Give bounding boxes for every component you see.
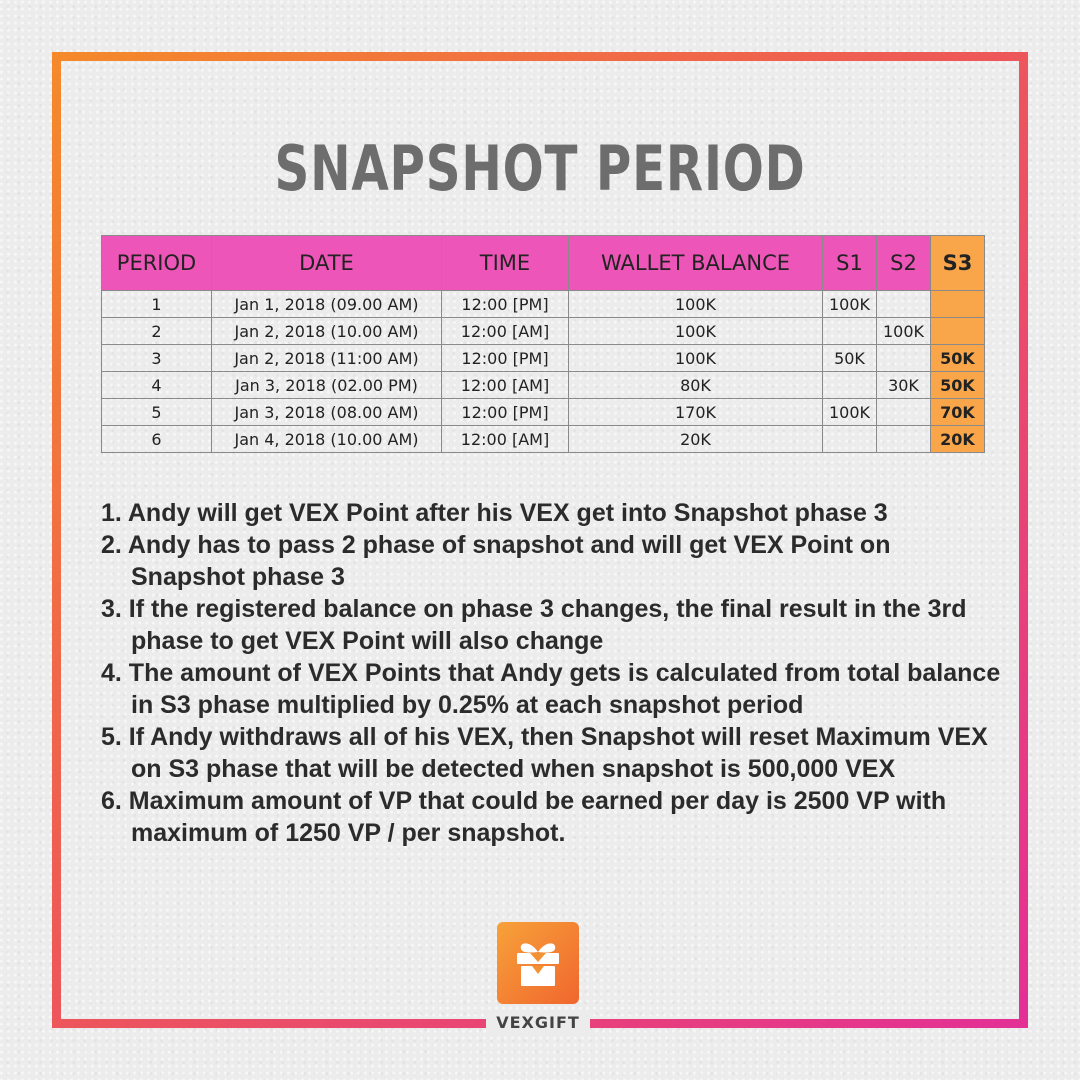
- cell-s3: 50K: [931, 345, 985, 372]
- vexgift-logo: [497, 922, 579, 1004]
- note-item: 5. If Andy withdraws all of his VEX, then Snapshot will reset Maximum VEX on S3 phase that will be detected when snapshot is 500,000 VEX: [101, 723, 988, 783]
- cell-s2: 30K: [877, 372, 931, 399]
- cell-wallet-balance: 100K: [569, 318, 823, 345]
- cell-wallet-balance: 170K: [569, 399, 823, 426]
- cell-time: 12:00 [AM]: [442, 372, 569, 399]
- header-date: DATE: [212, 236, 442, 291]
- table-row: [102, 426, 985, 453]
- table-row: [102, 399, 985, 426]
- cell-date: Jan 3, 2018 (02.00 PM): [212, 372, 442, 399]
- cell-s1: 100K: [823, 399, 877, 426]
- cell-s3: 50K: [931, 372, 985, 399]
- cell-period: 1: [102, 291, 212, 318]
- note-item: 3. If the registered balance on phase 3 changes, the final result in the 3rd phase to get VEX Point will also change: [101, 595, 967, 655]
- cell-s3: 20K: [931, 426, 985, 453]
- cell-period: 2: [102, 318, 212, 345]
- cell-wallet-balance: 20K: [569, 426, 823, 453]
- note-item: 2. Andy has to pass 2 phase of snapshot and will get VEX Point on Snapshot phase 3: [101, 531, 891, 591]
- header-time: TIME: [442, 236, 569, 291]
- cell-date: Jan 2, 2018 (11:00 AM): [212, 345, 442, 372]
- cell-date: Jan 2, 2018 (10.00 AM): [212, 318, 442, 345]
- page-title: SNAPSHOT PERIOD: [274, 132, 806, 205]
- header-wallet-balance: WALLET BALANCE: [569, 236, 823, 291]
- cell-time: 12:00 [AM]: [442, 426, 569, 453]
- cell-s3: 70K: [931, 399, 985, 426]
- cell-time: 12:00 [PM]: [442, 399, 569, 426]
- cell-wallet-balance: 100K: [569, 291, 823, 318]
- table-row: [102, 318, 985, 345]
- cell-period: 4: [102, 372, 212, 399]
- cell-period: 5: [102, 399, 212, 426]
- cell-date: Jan 1, 2018 (09.00 AM): [212, 291, 442, 318]
- cell-time: 12:00 [PM]: [442, 291, 569, 318]
- cell-s3: [931, 318, 985, 345]
- notes-list: [101, 497, 1001, 849]
- header-s3: S3: [931, 236, 985, 291]
- note-item: 4. The amount of VEX Points that Andy gets is calculated from total balance in S3 phase multiplied by 0.25% at each snapshot period: [101, 659, 1001, 719]
- cell-time: 12:00 [PM]: [442, 345, 569, 372]
- cell-wallet-balance: 100K: [569, 345, 823, 372]
- cell-time: 12:00 [AM]: [442, 318, 569, 345]
- gift-icon: [497, 922, 579, 1004]
- header-period: PERIOD: [102, 236, 212, 291]
- cell-s1: [823, 426, 877, 453]
- cell-s1: 50K: [823, 345, 877, 372]
- cell-s2: [877, 345, 931, 372]
- table-row: [102, 372, 985, 399]
- note-item: 6. Maximum amount of VP that could be earned per day is 2500 VP with maximum of 1250 VP / per snapshot.: [101, 787, 947, 847]
- brand-name: VEXGIFT: [486, 1011, 590, 1035]
- snapshot-table: [101, 235, 985, 453]
- header-s2: S2: [877, 236, 931, 291]
- cell-s1: 100K: [823, 291, 877, 318]
- cell-date: Jan 4, 2018 (10.00 AM): [212, 426, 442, 453]
- cell-period: 6: [102, 426, 212, 453]
- cell-period: 3: [102, 345, 212, 372]
- cell-s2: [877, 399, 931, 426]
- cell-s1: [823, 372, 877, 399]
- table-header-row: [102, 236, 985, 291]
- cell-s2: [877, 291, 931, 318]
- cell-s2: [877, 426, 931, 453]
- note-item: 1. Andy will get VEX Point after his VEX get into Snapshot phase 3: [101, 499, 888, 527]
- cell-s1: [823, 318, 877, 345]
- table-row: [102, 345, 985, 372]
- header-s1: S1: [823, 236, 877, 291]
- cell-s2: 100K: [877, 318, 931, 345]
- cell-date: Jan 3, 2018 (08.00 AM): [212, 399, 442, 426]
- table-row: [102, 291, 985, 318]
- cell-s3: [931, 291, 985, 318]
- cell-wallet-balance: 80K: [569, 372, 823, 399]
